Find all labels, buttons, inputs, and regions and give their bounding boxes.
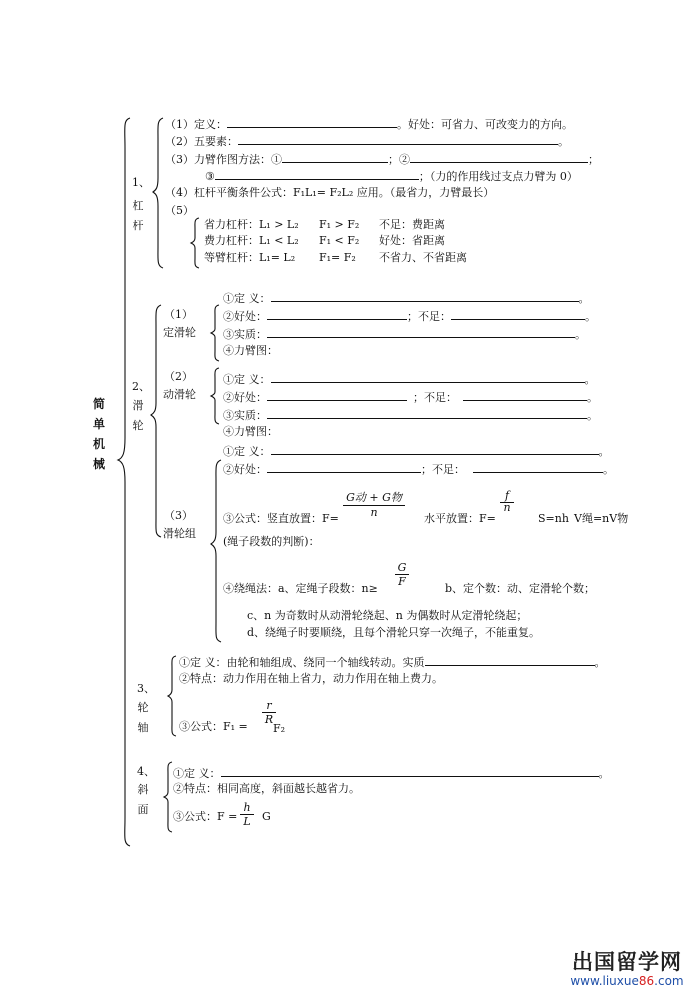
blank-field[interactable]: [267, 461, 421, 473]
text: 。: [584, 373, 596, 386]
fraction-numerator: G动 + G物: [343, 489, 405, 506]
fraction-denominator: L: [243, 815, 251, 828]
vertical-formula-fraction: [343, 489, 405, 519]
winding-fraction: [395, 561, 409, 588]
note: 好处：省距离: [379, 234, 445, 247]
speed-relation: V绳=nV物: [574, 512, 629, 525]
lever-types-label: （5）: [165, 204, 194, 217]
label: ①定 义：: [223, 292, 271, 305]
movable-pulley-definition: [223, 371, 596, 387]
text: ；（力的作用线过支点力臂为 0）: [418, 170, 578, 183]
url-part: www.liuxue: [570, 974, 639, 988]
winding-method: ④绕绳法：a、定绳子段数：n≥: [223, 582, 378, 595]
blank-field[interactable]: [221, 765, 599, 777]
label: ①定 义：: [173, 767, 221, 780]
label: ②好处：: [223, 391, 267, 404]
text: 。: [587, 391, 598, 404]
pulley-block-name: 滑轮组: [163, 527, 196, 540]
text: 。: [575, 328, 586, 341]
text: ；②: [388, 153, 410, 166]
blank-field[interactable]: [267, 407, 587, 419]
wheel-axle-name: 轮轴: [137, 701, 149, 734]
text: ；不足：: [413, 391, 457, 404]
pulley-block-formula-label: ③公式：竖直放置：F=: [223, 512, 339, 525]
lever-name: 杠杆: [132, 199, 144, 232]
pulley-block-brace: [210, 460, 222, 642]
fixed-pulley-name: 定滑轮: [163, 326, 196, 339]
fraction-numerator: h: [240, 801, 254, 815]
force-relation: F₁ > F₂: [319, 218, 360, 231]
label: （1）定义：: [165, 118, 227, 131]
winding-step-d: d、绕绳子时要顺绕，且每个滑轮只穿一次绳子，不能重复。: [247, 626, 541, 639]
fraction-numerator: G: [395, 561, 409, 575]
lever-arm-method-3: [205, 168, 578, 184]
incline-definition: [173, 765, 610, 781]
wheel-axle-formula-label: ③公式：F₁ =: [179, 720, 248, 733]
fraction-denominator: R: [264, 713, 274, 726]
blank-field[interactable]: [267, 326, 575, 338]
lever-types-brace: [190, 218, 200, 268]
incline-formula-label: ③公式：F =: [173, 810, 238, 823]
blank-field[interactable]: [238, 133, 558, 145]
lever-balance-formula: （4）杠杆平衡条件公式：F₁L₁= F₂L₂ 应用。（最省力，力臂最长）: [165, 186, 495, 199]
text: 。: [558, 135, 569, 148]
blank-field[interactable]: [267, 308, 407, 320]
url-part: 86: [638, 974, 655, 988]
movable-pulley-diagram: ④力臂图：: [223, 425, 278, 438]
type-name: 等臂杠杆：: [204, 251, 259, 264]
lever-five-elements: [165, 133, 569, 149]
pulley-block-advantage: [223, 461, 614, 477]
blank-field[interactable]: [271, 443, 599, 455]
watermark-url: [562, 974, 692, 988]
label: ③实质：: [223, 409, 267, 422]
incline-fraction: [240, 801, 254, 828]
blank-field[interactable]: [215, 168, 419, 180]
label: ③实质：: [223, 328, 267, 341]
label: ②好处：: [223, 310, 267, 323]
blank-field[interactable]: [271, 290, 579, 302]
blank-field[interactable]: [271, 371, 585, 383]
blank-field[interactable]: [410, 151, 588, 163]
text: 。: [587, 409, 598, 422]
label: ③: [205, 170, 215, 183]
arm-relation: L₁ < L₂: [259, 234, 299, 247]
text: ；不足：: [407, 310, 451, 323]
note: 不足：费距离: [379, 218, 445, 231]
text: 。: [598, 767, 610, 780]
text: 。好处：可省力、可改变力的方向。: [397, 118, 573, 131]
fraction-denominator: F: [398, 575, 406, 588]
label: ①定 义：: [223, 445, 271, 458]
blank-field[interactable]: [425, 654, 595, 666]
incline-name: 斜面: [137, 783, 149, 816]
type-name: 省力杠杆：: [204, 218, 259, 231]
text: ；: [588, 153, 599, 166]
label: （2）五要素：: [165, 135, 238, 148]
arm-relation: L₁ > L₂: [259, 218, 299, 231]
label: （3）力臂作图方法：①: [165, 153, 282, 166]
fraction-denominator: n: [370, 506, 378, 519]
fixed-pulley-diagram: ④力臂图：: [223, 344, 278, 357]
note: 不省力、不省距离: [379, 251, 467, 264]
blank-field[interactable]: [451, 308, 585, 320]
pulley-block-definition: [223, 443, 610, 459]
horizontal-formula-fraction: [500, 489, 514, 514]
main-title: 简单机械: [92, 397, 105, 471]
text: 。: [578, 292, 590, 305]
fixed-pulley-brace: [210, 305, 220, 361]
label: ②好处：: [223, 463, 267, 476]
label: ①定 义：由轮和轴组成、绕同一个轴线转动。实质: [179, 656, 425, 669]
force-relation: F₁ < F₂: [319, 234, 360, 247]
horizontal-formula-label: 水平放置：F=: [424, 512, 496, 525]
text: ；不足：: [421, 463, 465, 476]
watermark-text: 出国留学网: [572, 950, 682, 974]
text: 。: [594, 656, 606, 669]
lever-type-row: [204, 234, 445, 248]
fixed-pulley-essence: [223, 326, 586, 342]
incline-formula-end: G: [262, 810, 271, 823]
blank-field[interactable]: [282, 151, 388, 163]
blank-field[interactable]: [463, 389, 587, 401]
fixed-pulley-advantage: [223, 308, 596, 324]
label: ①定 义：: [223, 373, 271, 386]
incline-brace: [163, 762, 173, 832]
pulley-block-number: （3）: [164, 509, 193, 522]
fraction-denominator: n: [503, 501, 511, 514]
fixed-pulley-definition: [223, 290, 590, 306]
arm-relation: L₁= L₂: [259, 251, 296, 264]
main-brace: [117, 118, 131, 846]
movable-pulley-number: （2）: [164, 370, 193, 383]
blank-field[interactable]: [227, 116, 397, 128]
winding-step-b: b、定个数：动、定滑轮个数；: [445, 582, 596, 595]
lever-brace: [152, 118, 164, 268]
lever-definition: [165, 116, 573, 132]
url-part: .com: [654, 974, 684, 988]
incline-feature: ②特点：相同高度，斜面越长越省力。: [173, 782, 360, 795]
lever-number: 1、: [132, 176, 150, 189]
blank-field[interactable]: [473, 461, 603, 473]
pulley-brace: [150, 305, 162, 537]
text: 。: [603, 463, 614, 476]
incline-number: 4、: [137, 765, 155, 778]
movable-pulley-brace: [210, 368, 220, 424]
lever-type-row: [204, 251, 467, 265]
wheel-axle-brace: [167, 656, 177, 736]
movable-pulley-essence: [223, 407, 598, 423]
pulley-number: 2、: [132, 380, 150, 393]
text: 。: [585, 310, 596, 323]
lever-type-row: [204, 218, 445, 232]
distance-relation: S=nh: [538, 512, 569, 525]
fraction-numerator: r: [262, 699, 276, 713]
force-relation: F₁= F₂: [319, 251, 356, 264]
wheel-axle-feature: ②特点：动力作用在轴上省力，动力作用在轴上费力。: [179, 672, 443, 685]
lever-arm-method: [165, 151, 599, 167]
type-name: 费力杠杆：: [204, 234, 259, 247]
text: 。: [598, 445, 610, 458]
wheel-axle-number: 3、: [137, 682, 155, 695]
wheel-axle-formula-end: F₂: [273, 722, 286, 735]
rope-count-judgement: (绳子段数的判断)：: [223, 535, 320, 548]
movable-pulley-name: 动滑轮: [163, 388, 196, 401]
watermark-logo: [562, 950, 692, 988]
blank-field[interactable]: [267, 389, 407, 401]
fraction-numerator: f: [500, 489, 514, 503]
pulley-name: 滑轮: [132, 399, 144, 432]
movable-pulley-advantage: [223, 389, 598, 405]
fixed-pulley-number: （1）: [164, 308, 193, 321]
wheel-axle-definition: [179, 654, 606, 670]
winding-step-c: c、n 为奇数时从动滑轮绕起、n 为偶数时从定滑轮绕起；: [247, 609, 528, 622]
